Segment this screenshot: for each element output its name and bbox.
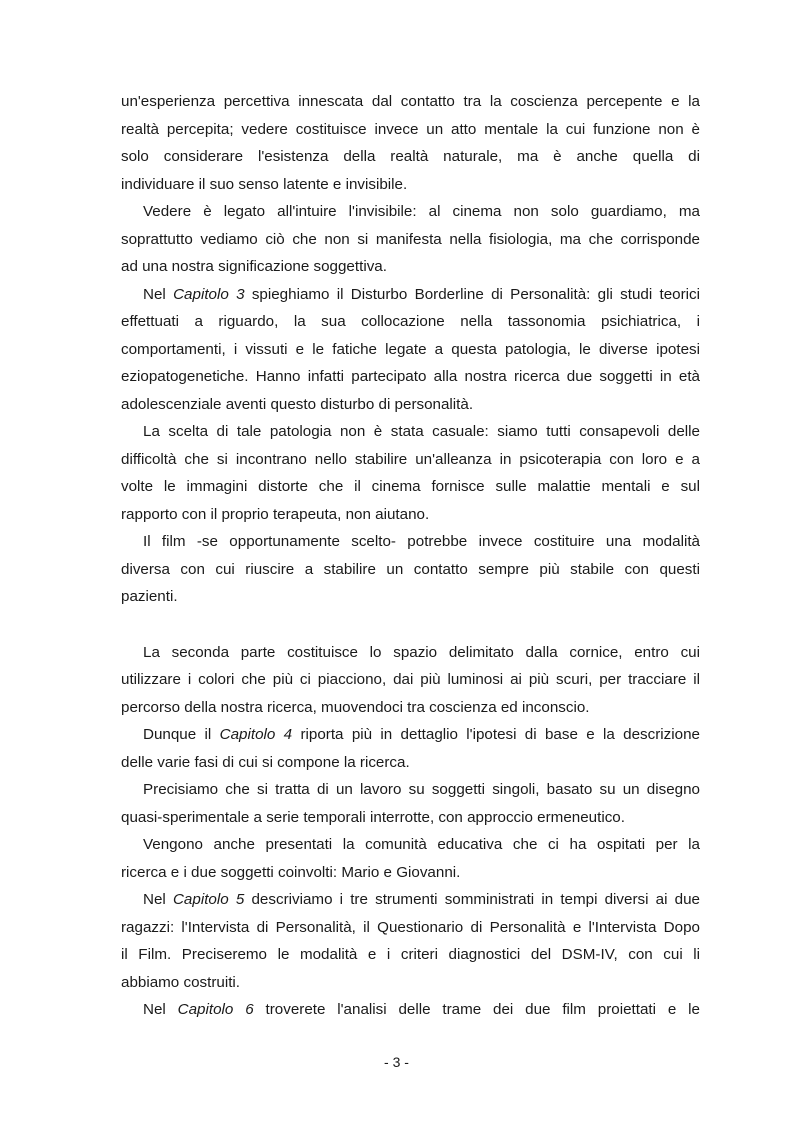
text-span: riporta più in dettaglio l'ipotesi di base e la descrizione [300,726,700,743]
document-body [121,88,700,1024]
text-line: percorso della nostra ricerca, muovendoci tra coscienza ed inconscio. [121,698,590,716]
chapter-reference: Capitolo 3 [173,285,245,303]
text-line: delle varie fasi di cui si compone la ricerca. [121,753,410,771]
text-span: troverete l'analisi delle trame dei due film proiettati e le [265,1001,700,1018]
text-span: descriviamo i tre strumenti somministrati in tempi diversi ai due [251,891,700,908]
text-line: La seconda parte costituisce lo spazio delimitato dalla cornice, entro cui [143,643,700,661]
text-line: il Film. Preciseremo le modalità e i criteri diagnostici del DSM-IV, con cui li [121,946,700,963]
text-line [121,721,700,749]
chapter-reference: Capitolo 4 [219,726,293,743]
text-line: La scelta di tale patologia non è stata casuale: siamo tutti consapevoli delle [143,423,700,440]
text-span: spieghiamo il Disturbo Borderline di Personalità: gli studi teorici [251,285,700,303]
section-gap [121,611,700,639]
text-line: un'esperienza percettiva innescata dal contatto tra la coscienza percepente e la [121,93,700,110]
text-line: soprattutto vediamo ciò che non si manifesta nella fisiologia, ma che corrisponde [121,230,700,248]
text-line: effettuati a riguardo, la sua collocazione nella tassonomia psichiatrica, i [121,313,700,330]
page-number: - 3 - [384,1054,409,1070]
text-line: ad una nostra significazione soggettiva. [121,258,387,275]
text-line: realtà percepita; vedere costituisce invece un atto mentale la cui funzione non è [121,120,700,138]
text-line: ragazzi: l'Intervista di Personalità, il Questionario di Personalità e l'Intervista Dopo [121,918,700,936]
text-line [121,996,700,1024]
text-line: adolescenziale aventi questo disturbo di personalità. [121,395,474,413]
text-line: Vengono anche presentati la comunità educativa che ci ha ospitati per la [143,836,700,853]
text-span: Nel [143,1001,166,1018]
text-line: Vedere è legato all'intuire l'invisibile: al cinema non solo guardiamo, ma [143,203,700,220]
text-span: Nel [143,285,166,303]
text-line: pazienti. [121,588,178,605]
text-line: Il film -se opportunamente scelto- potrebbe invece costituire una modalità [143,533,700,550]
text-line: volte le immagini distorte che il cinema fornisce sulle malattie mentali e sul [121,478,700,495]
text-line: utilizzare i colori che più ci piacciono, dai più luminosi ai più scuri, per tracciare il [121,671,700,688]
text-line: ricerca e i due soggetti coinvolti: Mario e Giovanni. [121,863,461,881]
text-line: abbiamo costruiti. [121,973,241,991]
text-line: quasi-sperimentale a serie temporali interrotte, con approccio ermeneutico. [121,808,625,826]
text-line: difficoltà che si incontrano nello stabilire un'alleanza in psicoterapia con loro e a [121,450,700,468]
text-line: individuare il suo senso latente e invisibile. [121,175,408,193]
text-line: comportamenti, i vissuti e le fatiche legate a questa patologia, le diverse ipotesi [121,340,700,358]
text-line: diversa con cui riuscire a stabilire un contatto sempre più stabile con questi [121,560,700,578]
text-span: Dunque il [143,726,212,743]
text-line: rapporto con il proprio terapeuta, non aiutano. [121,505,430,523]
chapter-reference: Capitolo 6 [177,1001,254,1018]
chapter-reference: Capitolo 5 [172,891,245,908]
text-line: solo considerare l'esistenza della realtà naturale, ma è anche quella di [121,148,700,165]
text-span: Nel [143,891,166,908]
text-line [121,281,700,309]
text-line: Precisiamo che si tratta di un lavoro su soggetti singoli, basato su un disegno [143,781,700,798]
text-line: eziopatogenetiche. Hanno infatti partecipato alla nostra ricerca due soggetti in età [121,368,700,385]
text-line [121,886,700,914]
